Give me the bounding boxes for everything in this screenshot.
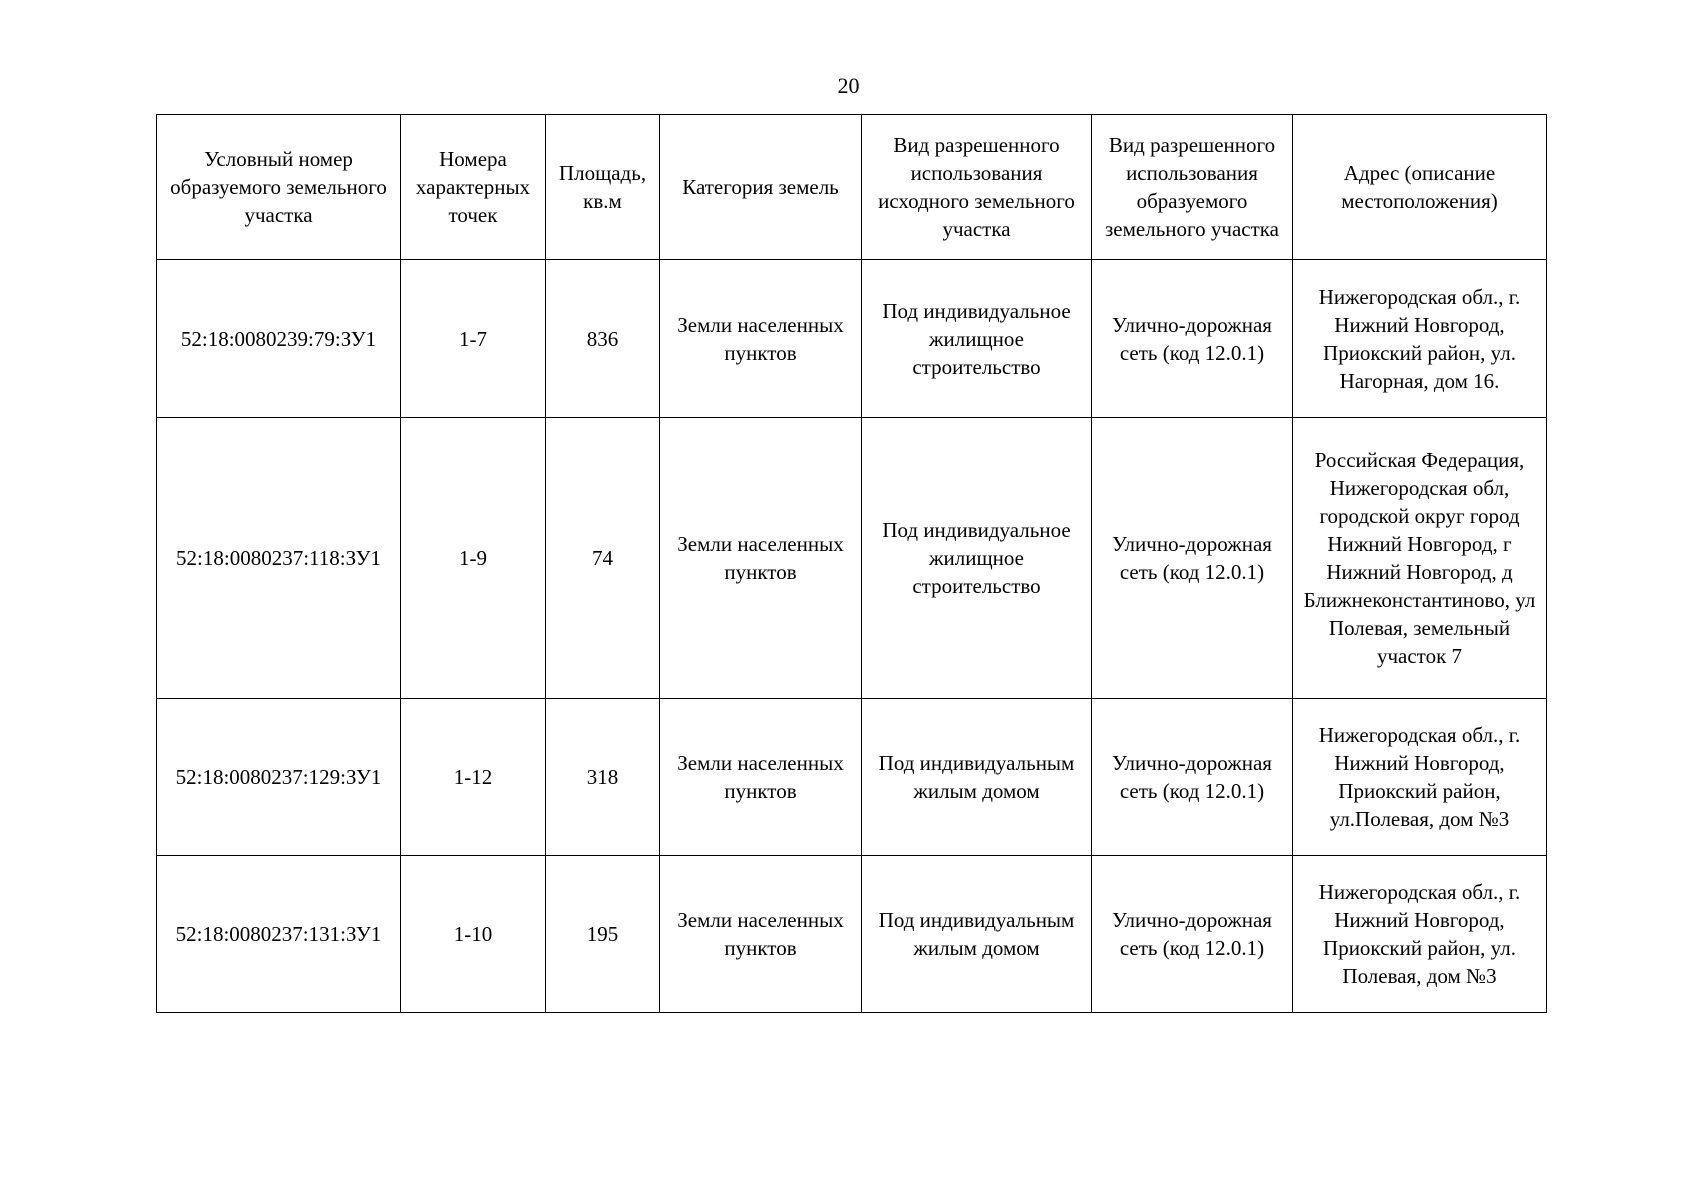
header-point-numbers: Номера характерных точек	[401, 115, 546, 260]
area-cell: 74	[546, 418, 660, 699]
plot-number-cell: 52:18:0080239:79:ЗУ1	[157, 260, 401, 418]
address-cell: Нижегородская обл., г. Нижний Новгород, Приокский район, ул. Нагорная, дом 16.	[1293, 260, 1547, 418]
table-row	[157, 856, 1547, 1013]
land-category-cell: Земли населенных пунктов	[660, 699, 862, 856]
table-row	[157, 699, 1547, 856]
header-plot-number: Условный номер образуемого земельного участка	[157, 115, 401, 260]
source-permitted-use-cell: Под индивидуальное жилищное строительство	[862, 418, 1092, 699]
land-category-cell: Земли населенных пунктов	[660, 260, 862, 418]
address-cell: Нижегородская обл., г. Нижний Новгород, Приокский район, ул. Полевая, дом №3	[1293, 856, 1547, 1013]
header-land-category: Категория земель	[660, 115, 862, 260]
land-plots-table	[156, 114, 1547, 1013]
point-numbers-cell: 1-9	[401, 418, 546, 699]
plot-number-cell: 52:18:0080237:129:ЗУ1	[157, 699, 401, 856]
source-permitted-use-cell: Под индивидуальным жилым домом	[862, 699, 1092, 856]
plot-number-cell: 52:18:0080237:131:ЗУ1	[157, 856, 401, 1013]
table-header-row	[157, 115, 1547, 260]
point-numbers-cell: 1-10	[401, 856, 546, 1013]
address-cell: Российская Федерация, Нижегородская обл, городской округ город Нижний Новгород, г Нижний Новгород, д Ближнеконстантиново, ул Полевая, земельный участок 7	[1293, 418, 1547, 699]
plot-number-cell: 52:18:0080237:118:ЗУ1	[157, 418, 401, 699]
table-row	[157, 418, 1547, 699]
area-cell: 318	[546, 699, 660, 856]
table-row	[157, 260, 1547, 418]
header-source-permitted-use: Вид разрешенного использования исходного земельного участка	[862, 115, 1092, 260]
source-permitted-use-cell: Под индивидуальное жилищное строительство	[862, 260, 1092, 418]
area-cell: 195	[546, 856, 660, 1013]
new-permitted-use-cell: Улично-дорожная сеть (код 12.0.1)	[1092, 260, 1293, 418]
header-area: Площадь, кв.м	[546, 115, 660, 260]
new-permitted-use-cell: Улично-дорожная сеть (код 12.0.1)	[1092, 699, 1293, 856]
header-new-permitted-use: Вид разрешенного использования образуемого земельного участка	[1092, 115, 1293, 260]
point-numbers-cell: 1-12	[401, 699, 546, 856]
land-category-cell: Земли населенных пунктов	[660, 856, 862, 1013]
page-number: 20	[837, 73, 860, 98]
point-numbers-cell: 1-7	[401, 260, 546, 418]
source-permitted-use-cell: Под индивидуальным жилым домом	[862, 856, 1092, 1013]
header-address: Адрес (описание местоположения)	[1293, 115, 1547, 260]
address-cell: Нижегородская обл., г. Нижний Новгород, Приокский район, ул.Полевая, дом №3	[1293, 699, 1547, 856]
new-permitted-use-cell: Улично-дорожная сеть (код 12.0.1)	[1092, 418, 1293, 699]
new-permitted-use-cell: Улично-дорожная сеть (код 12.0.1)	[1092, 856, 1293, 1013]
area-cell: 836	[546, 260, 660, 418]
land-category-cell: Земли населенных пунктов	[660, 418, 862, 699]
